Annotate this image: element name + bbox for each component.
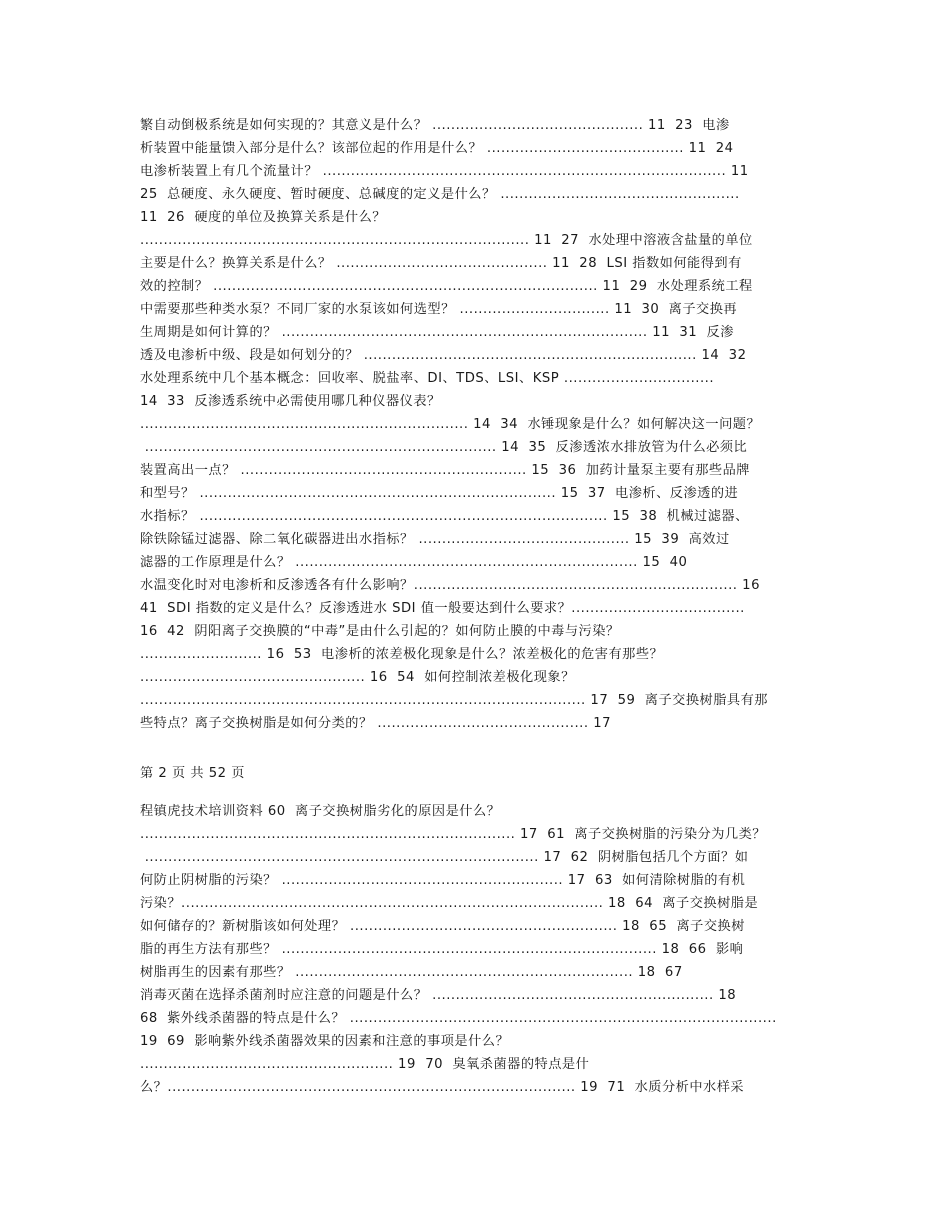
toc-line: ................................................................................... 11 27 水处理中溶液含盐量的单位 bbox=[140, 233, 753, 248]
toc-line: 效的控制？ .................................................................................. 11 29 水处理系统工程 bbox=[140, 279, 753, 294]
toc-line: 透及电渗析中级、段是如何划分的？ ....................................................................... 14 32 bbox=[140, 348, 747, 363]
toc-line: 11 26 硬度的单位及换算关系是什么？ bbox=[140, 210, 386, 225]
toc-line: ........................................................................... 14 35 反渗透浓水排放管为什么必须比 bbox=[140, 440, 748, 455]
toc-line: 些特点？离子交换树脂是如何分类的？ ............................................. 17 bbox=[140, 716, 611, 731]
toc-line: .................................................................................... 17 62 阴树脂包括几个方面？如 bbox=[140, 850, 749, 865]
toc-line: 程镇虎技术培训资料 60 离子交换树脂劣化的原因是什么？ bbox=[140, 804, 501, 819]
toc-line: 装置高出一点？ ............................................................. 15 36 加药计量泵主要有那些品牌 bbox=[140, 463, 750, 478]
toc-line: 析装置中能量馈入部分是什么？该部位起的作用是什么？ .......................................... 11 24 bbox=[140, 141, 734, 156]
toc-line: 繁自动倒极系统是如何实现的？其意义是什么？ ............................................. 11 23 电渗 bbox=[140, 118, 730, 133]
toc-line: ................................................ 16 54 如何控制浓差极化现象？ bbox=[140, 670, 575, 685]
toc-line: 水温变化时对电渗析和反渗透各有什么影响？..................................................................... 16 bbox=[140, 578, 760, 593]
toc-line: 主要是什么？换算关系是什么？ ............................................. 11 28 LSI 指数如何能得到有 bbox=[140, 256, 742, 271]
toc-line: 树脂再生的因素有那些？ ........................................................................ 18 67 bbox=[140, 965, 683, 980]
toc-line: ................................................................................ 17 61 离子交换树脂的污染分为几类？ bbox=[140, 827, 766, 842]
toc-line: 么？....................................................................................... 19 71 水质分析中水样采 bbox=[140, 1080, 745, 1095]
toc-line: ...................................................................... 14 34 水锤现象是什么？如何解决这一问题？ bbox=[140, 417, 761, 432]
toc-line: 水指标？ ....................................................................................... 15 38 机械过滤器、 bbox=[140, 509, 749, 524]
toc-line: 25 总硬度、永久硬度、暂时硬度、总碱度的定义是什么？ ................................................... bbox=[140, 187, 740, 202]
toc-line: 何防止阴树脂的污染？ ............................................................ 17 63 如何清除树脂的有机 bbox=[140, 873, 746, 888]
toc-line: ............................................................................................... 17 59 离子交换树脂具有那 bbox=[140, 693, 768, 708]
toc-line: 和型号？ ............................................................................ 15 37 电渗析、反渗透的进 bbox=[140, 486, 739, 501]
toc-line: 中需要那些种类水泵？不同厂家的水泵该如何选型？ ................................ 11 30 离子交换再 bbox=[140, 302, 738, 317]
toc-line: ...................................................... 19 70 臭氧杀菌器的特点是什 bbox=[140, 1057, 590, 1072]
page-footer: 第 2 页 共 52 页 bbox=[140, 766, 245, 781]
toc-line: 19 69 影响紫外线杀菌器效果的因素和注意的事项是什么？ bbox=[140, 1034, 510, 1049]
toc-line: 脂的再生方法有那些？ ................................................................................ 18 66 影响 bbox=[140, 942, 744, 957]
toc-line: 电渗析装置上有几个流量计？ ...................................................................................... 11 bbox=[140, 164, 749, 179]
toc-line: 生周期是如何计算的？ .............................................................................. 11 31 反渗 bbox=[140, 325, 734, 340]
toc-line: 68 紫外线杀菌器的特点是什么？ ........................................................................................... bbox=[140, 1011, 777, 1026]
toc-line: 水处理系统中几个基本概念：回收率、脱盐率、DI、TDS、LSI、KSP ................................ bbox=[140, 371, 715, 386]
toc-line: 14 33 反渗透系统中必需使用哪几种仪器仪表？ bbox=[140, 394, 441, 409]
toc-line: 滤器的工作原理是什么？ ......................................................................... 15 40 bbox=[140, 555, 688, 570]
toc-line: 污染？.......................................................................................... 18 64 离子交换树脂是 bbox=[140, 896, 759, 911]
toc-line: 除铁除锰过滤器、除二氧化碳器进出水指标？ ............................................. 15 39 高效过 bbox=[140, 532, 730, 547]
toc-line: 消毒灭菌在选择杀菌剂时应注意的问题是什么？ ............................................................ 18 bbox=[140, 988, 737, 1003]
toc-line: .......................... 16 53 电渗析的浓差极化现象是什么？浓差极化的危害有那些？ bbox=[140, 647, 664, 662]
toc-line: 16 42 阴阳离子交换膜的“中毒”是由什么引起的？如何防止膜的中毒与污染？ bbox=[140, 624, 620, 639]
toc-line: 如何储存的？新树脂该如何处理？ ......................................................... 18 65 离子交换树 bbox=[140, 919, 745, 934]
toc-line: 41 SDI 指数的定义是什么？反渗透进水 SDI 值一般要达到什么要求？..................................... bbox=[140, 601, 745, 616]
